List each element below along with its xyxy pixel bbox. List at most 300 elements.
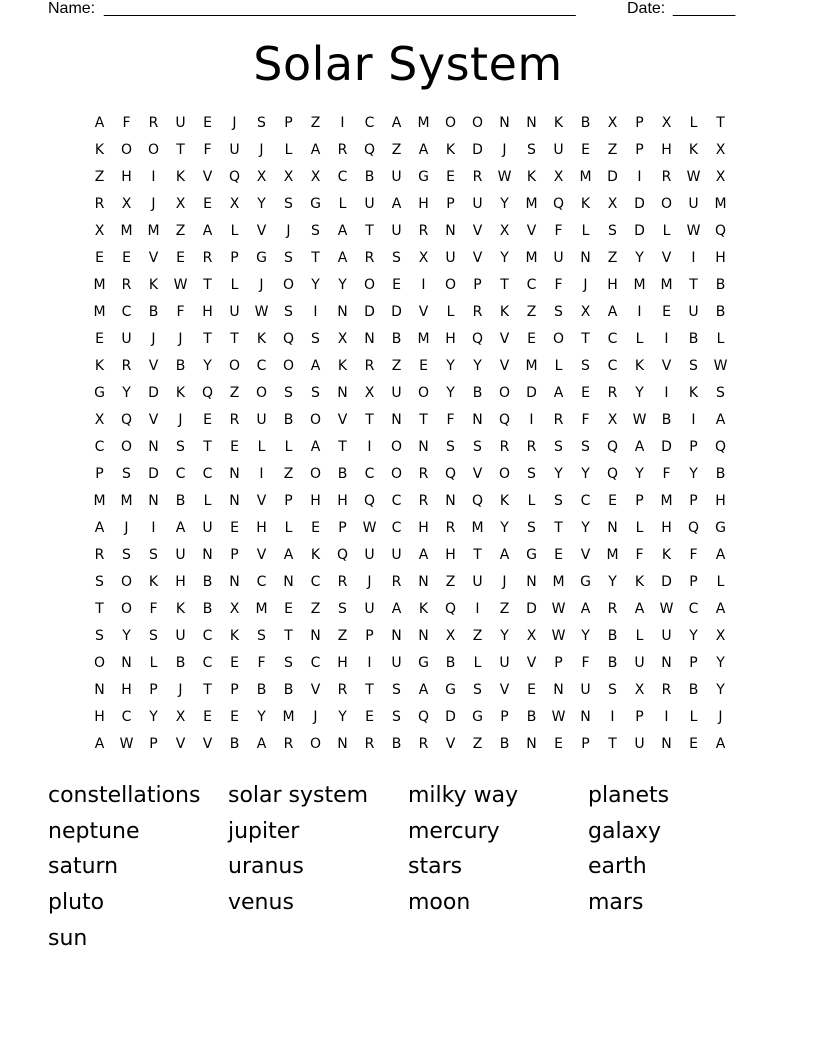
grid-letter: X [94,223,105,239]
word-bank-item: sun [48,925,88,951]
grid-letter: L [581,223,590,239]
grid-letter: O [390,439,403,455]
grid-letter: Y [554,466,563,482]
grid-letter: H [661,142,672,158]
grid-letter: R [148,115,159,131]
grid-letter: Y [500,520,509,536]
grid-letter: R [202,250,213,266]
grid-letter: Y [122,385,131,401]
grid-letter: K [148,574,159,590]
grid-letter: H [256,520,267,536]
grid-letter: G [94,385,105,401]
grid-letter: T [554,520,563,536]
grid-letter: B [364,169,375,185]
grid-letter: F [257,655,266,671]
grid-letter: L [689,115,698,131]
grid-letter: N [526,736,537,752]
grid-letter: E [230,655,239,671]
grid-letter: B [526,709,537,725]
grid-letter: J [124,520,129,536]
grid-letter: U [121,331,132,347]
word-bank-item: jupiter [228,818,300,844]
grid-letter: U [175,547,186,563]
grid-letter: A [94,520,105,536]
grid-letter: A [256,736,267,752]
grid-letter: W [551,628,566,644]
grid-letter: H [94,709,105,725]
grid-letter: Z [607,250,618,266]
grid-letter: S [716,385,725,401]
grid-letter: A [310,439,321,455]
grid-letter: V [148,250,159,266]
grid-letter: X [553,169,564,185]
grid-letter: E [203,412,212,428]
grid-letter: P [446,196,455,212]
grid-letter: S [338,601,347,617]
grid-letter: R [337,142,348,158]
grid-letter: Z [607,142,618,158]
grid-letter: R [418,493,429,509]
grid-letter: N [472,412,483,428]
grid-letter: K [337,358,348,374]
grid-letter: M [660,277,673,293]
grid-letter: T [176,142,185,158]
grid-letter: V [499,682,510,698]
grid-letter: T [95,601,104,617]
grid-letter: I [259,466,264,482]
grid-letter: I [664,385,669,401]
grid-letter: V [661,250,672,266]
grid-letter: N [337,304,348,320]
grid-letter: M [93,493,106,509]
grid-letter: C [607,331,618,347]
grid-letter: A [202,223,213,239]
grid-letter: C [121,304,132,320]
grid-letter: T [608,736,617,752]
grid-letter: B [688,682,699,698]
grid-letter: M [471,520,484,536]
grid-letter: S [527,466,536,482]
grid-letter: K [688,142,699,158]
grid-letter: R [418,736,429,752]
grid-letter: L [284,520,293,536]
word-bank-item: venus [228,890,294,916]
grid-letter: V [256,547,267,563]
grid-letter: B [472,385,483,401]
grid-letter: P [581,736,590,752]
grid-letter: K [499,493,510,509]
grid-letter: P [95,466,104,482]
grid-letter: O [255,385,268,401]
grid-letter: Y [581,628,590,644]
grid-letter: P [473,277,482,293]
grid-letter: Y [446,385,455,401]
grid-letter: P [689,439,698,455]
grid-letter: F [689,547,698,563]
grid-letter: V [472,250,483,266]
grid-letter: J [367,574,372,590]
grid-letter: O [120,439,133,455]
grid-letter: Z [445,574,456,590]
grid-letter: U [661,628,672,644]
grid-letter: N [121,655,132,671]
grid-letter: I [313,304,318,320]
grid-letter: K [418,601,429,617]
grid-letter: B [688,331,699,347]
grid-letter: S [554,439,563,455]
date-field-blank: _______ [673,0,736,17]
grid-letter: R [553,412,564,428]
grid-row [86,596,734,623]
grid-letter: W [632,412,647,428]
grid-letter: W [551,709,566,725]
grid-row [86,515,734,542]
grid-letter: H [418,196,429,212]
grid-letter: M [633,277,646,293]
grid-letter: K [634,358,645,374]
grid-letter: L [230,277,239,293]
grid-letter: O [309,466,322,482]
grid-letter: A [418,547,429,563]
name-field-blank: _____________________________________________________ [104,0,576,17]
grid-letter: E [122,250,131,266]
word-bank-item: galaxy [588,818,662,844]
grid-row [86,164,734,191]
grid-letter: P [689,574,698,590]
grid-letter: Z [472,628,483,644]
grid-letter: Q [282,331,295,347]
grid-letter: Y [581,466,590,482]
grid-letter: S [122,547,131,563]
grid-letter: X [661,115,672,131]
grid-letter: A [391,601,402,617]
grid-letter: Q [714,223,727,239]
grid-letter: B [445,655,456,671]
grid-letter: A [337,223,348,239]
grid-letter: C [364,466,375,482]
grid-letter: C [202,628,213,644]
grid-letter: Q [606,439,619,455]
grid-letter: L [230,223,239,239]
grid-letter: W [686,169,701,185]
grid-letter: E [554,736,563,752]
grid-letter: E [581,142,590,158]
grid-letter: H [661,520,672,536]
grid-letter: I [151,520,156,536]
grid-letter: B [148,304,159,320]
grid-letter: S [392,250,401,266]
grid-letter: S [311,223,320,239]
grid-letter: L [338,196,347,212]
grid-letter: B [175,493,186,509]
grid-letter: U [472,574,483,590]
grid-letter: B [202,574,213,590]
grid-letter: G [445,682,456,698]
grid-letter: A [418,682,429,698]
grid-letter: S [527,520,536,536]
page-title: Solar System [253,37,563,91]
grid-letter: N [580,250,591,266]
grid-letter: E [662,304,671,320]
grid-letter: V [472,223,483,239]
grid-letter: V [526,655,537,671]
grid-letter: S [284,385,293,401]
grid-letter: F [554,223,563,239]
grid-letter: X [364,385,375,401]
grid-letter: Y [311,277,320,293]
grid-letter: E [581,385,590,401]
grid-letter: A [94,736,105,752]
grid-letter: A [715,412,726,428]
grid-letter: Y [689,628,698,644]
grid-letter: Y [338,709,347,725]
grid-letter: N [418,628,429,644]
grid-letter: R [391,574,402,590]
grid-letter: Q [444,466,457,482]
grid-letter: Z [499,601,510,617]
grid-letter: E [365,709,374,725]
grid-letter: W [551,601,566,617]
grid-letter: U [472,196,483,212]
grid-letter: M [417,331,430,347]
grid-letter: H [310,493,321,509]
grid-letter: W [497,169,512,185]
grid-letter: X [715,169,726,185]
grid-row [86,623,734,650]
grid-letter: Y [122,628,131,644]
grid-letter: A [337,250,348,266]
grid-letter: T [311,250,320,266]
word-bank-item: planets [588,783,670,808]
grid-letter: U [229,304,240,320]
grid-row [86,191,734,218]
grid-letter: Q [471,331,484,347]
grid-letter: H [607,277,618,293]
grid-letter: Y [473,358,482,374]
grid-letter: R [472,169,483,185]
grid-letter: U [580,682,591,698]
grid-letter: O [417,385,430,401]
grid-letter: O [120,142,133,158]
grid-letter: N [337,736,348,752]
grid-letter: H [715,493,726,509]
grid-letter: T [203,277,212,293]
grid-letter: A [715,547,726,563]
grid-letter: S [176,439,185,455]
grid-letter: X [607,412,618,428]
grid-letter: A [634,601,645,617]
grid-letter: Y [500,250,509,266]
grid-letter: A [283,547,294,563]
grid-letter: E [392,277,401,293]
grid-letter: S [284,196,293,212]
grid-letter: U [391,655,402,671]
grid-letter: N [94,682,105,698]
grid-letter: Q [687,520,700,536]
grid-letter: G [310,196,321,212]
grid-letter: I [664,709,669,725]
grid-letter: J [178,412,183,428]
grid-letter: E [95,250,104,266]
grid-letter: N [148,439,159,455]
grid-letter: B [607,655,618,671]
grid-letter: D [634,223,645,239]
grid-letter: J [502,142,507,158]
grid-letter: J [259,277,264,293]
grid-letter: X [229,601,240,617]
grid-letter: R [607,601,618,617]
grid-letter: S [392,709,401,725]
grid-letter: S [689,358,698,374]
grid-letter: R [418,466,429,482]
grid-letter: M [579,169,592,185]
grid-letter: V [148,412,159,428]
grid-letter: R [229,412,240,428]
grid-letter: P [689,493,698,509]
grid-letter: M [120,223,133,239]
grid-letter: D [472,142,483,158]
grid-letter: P [635,142,644,158]
grid-letter: I [529,412,534,428]
grid-letter: U [364,547,375,563]
grid-letter: S [95,574,104,590]
grid-letter: U [688,196,699,212]
grid-letter: Y [581,520,590,536]
grid-letter: R [121,277,132,293]
grid-letter: Y [446,358,455,374]
grid-letter: O [660,196,673,212]
grid-letter: P [635,115,644,131]
grid-letter: X [526,628,537,644]
grid-letter: N [526,574,537,590]
grid-letter: K [580,196,591,212]
grid-letter: U [634,655,645,671]
grid-letter: V [661,358,672,374]
grid-letter: B [391,736,402,752]
grid-letter: L [257,439,266,455]
header-line [48,0,748,20]
grid-letter: Y [203,358,212,374]
grid-letter: G [418,655,429,671]
grid-letter: H [121,169,132,185]
grid-letter: A [553,385,564,401]
grid-letter: M [417,115,430,131]
grid-letter: Y [257,196,266,212]
grid-letter: A [418,142,429,158]
word-bank-item: earth [588,854,647,880]
grid-letter: R [364,736,375,752]
grid-letter: N [607,520,618,536]
grid-letter: Z [391,142,402,158]
grid-letter: E [203,196,212,212]
grid-letter: K [310,547,321,563]
grid-letter: X [121,196,132,212]
grid-letter: D [526,385,537,401]
grid-letter: K [661,547,672,563]
grid-letter: O [552,331,565,347]
grid-letter: B [391,331,402,347]
grid-letter: L [149,655,158,671]
grid-letter: Z [94,169,105,185]
grid-letter: T [419,412,428,428]
grid-letter: T [689,277,698,293]
grid-letter: O [444,115,457,131]
grid-letter: Z [229,385,240,401]
grid-letter: N [229,574,240,590]
grid-letter: J [313,709,318,725]
grid-letter: P [284,493,293,509]
grid-letter: Z [310,115,321,131]
grid-letter: T [716,115,725,131]
grid-letter: Q [498,412,511,428]
word-bank-item: neptune [48,818,140,844]
grid-letter: O [498,385,511,401]
grid-letter: C [391,520,402,536]
grid-letter: O [309,736,322,752]
grid-letter: D [634,196,645,212]
grid-letter: E [230,709,239,725]
grid-letter: E [527,682,536,698]
grid-letter: W [713,358,728,374]
grid-letter: W [659,601,674,617]
grid-letter: D [526,601,537,617]
grid-letter: O [282,277,295,293]
grid-letter: A [310,358,321,374]
grid-letter: E [527,331,536,347]
grid-letter: I [637,304,642,320]
grid-letter: O [363,277,376,293]
grid-letter: S [608,223,617,239]
word-bank-item: constellations [48,783,201,808]
grid-letter: X [310,169,321,185]
grid-letter: B [283,682,294,698]
grid-letter: T [365,223,374,239]
grid-letter: D [661,574,672,590]
grid-letter: S [284,250,293,266]
grid-letter: O [147,142,160,158]
grid-letter: V [310,682,321,698]
grid-letter: M [255,601,268,617]
grid-letter: C [202,466,213,482]
grid-letter: E [230,439,239,455]
grid-letter: Y [635,250,644,266]
grid-letter: N [580,709,591,725]
grid-letter: S [149,547,158,563]
grid-letter: C [202,655,213,671]
grid-letter: P [149,736,158,752]
grid-letter: W [254,304,269,320]
grid-letter: L [203,493,212,509]
grid-row [86,326,734,353]
grid-letter: Q [714,439,727,455]
grid-letter: U [391,385,402,401]
grid-letter: N [661,655,672,671]
grid-letter: R [283,736,294,752]
grid-letter: L [527,493,536,509]
grid-letter: H [337,493,348,509]
grid-letter: D [148,466,159,482]
grid-letter: B [175,655,186,671]
grid-letter: U [688,304,699,320]
grid-letter: A [634,439,645,455]
grid-letter: H [175,574,186,590]
grid-letter: Q [444,601,457,617]
grid-letter: N [418,439,429,455]
grid-letter: N [499,115,510,131]
word-bank-item: mercury [408,818,500,844]
grid-letter: S [392,682,401,698]
word-bank-item: mars [588,890,644,916]
